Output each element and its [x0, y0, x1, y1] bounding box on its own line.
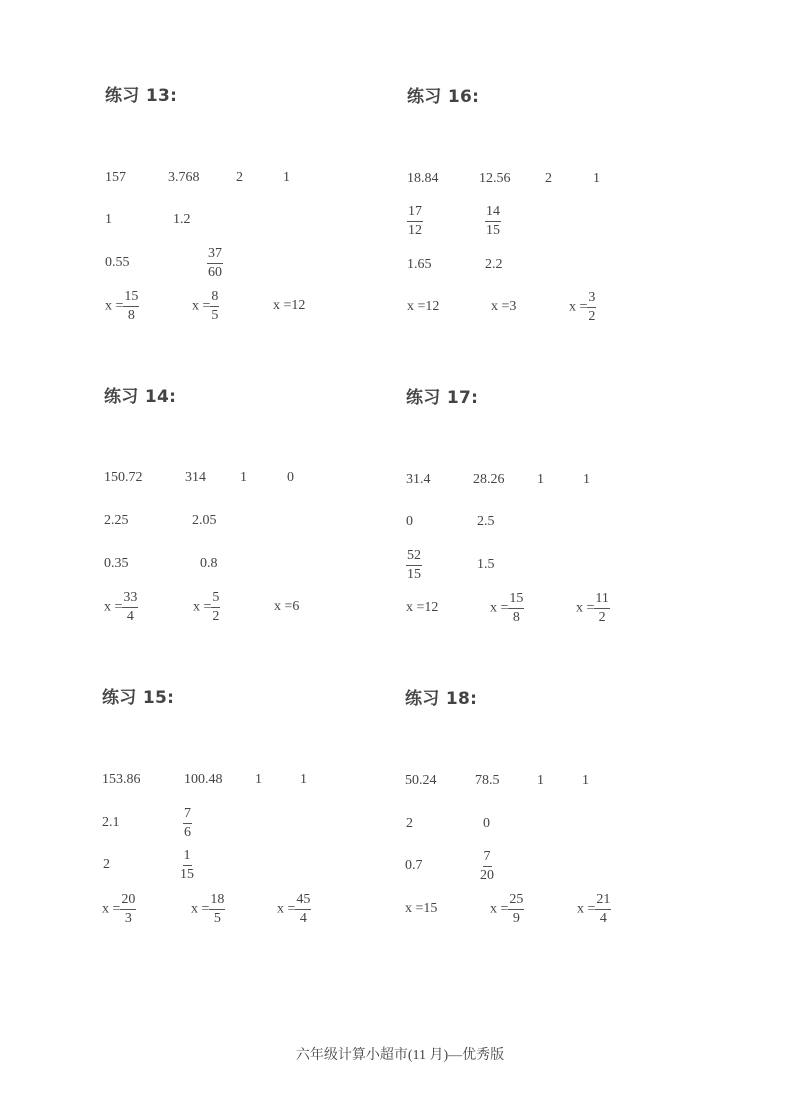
answer: 1 — [582, 773, 589, 788]
answer: 0.8 — [200, 556, 218, 571]
answer: 1.65 — [407, 257, 432, 272]
answer-fraction: $\frac{1}{15}$ — [180, 848, 194, 882]
answer: 100.48 — [184, 772, 223, 787]
answer: 1 — [593, 171, 600, 186]
answer: 0 — [287, 470, 294, 485]
answer: 1 — [240, 470, 247, 485]
answer-equation: x = $\frac{45}{4}$ — [277, 892, 311, 926]
answer-equation: x =12 — [406, 600, 439, 615]
answer-fraction: $\frac{14}{15}$ — [486, 204, 500, 238]
page-footer: 六年级计算小超市(11 月)—优秀版 — [295, 1048, 505, 1063]
answer-fraction: $\frac{17}{12}$ — [408, 204, 422, 238]
answer-equation: x = $\frac{18}{5}$ — [191, 892, 225, 926]
answer: 31.4 — [406, 472, 431, 487]
answer: 314 — [185, 470, 206, 485]
answer-fraction: $\frac{7}{6}$ — [184, 806, 191, 840]
exercise-13-title: 练习 13: — [105, 86, 178, 106]
answer: 78.5 — [475, 773, 500, 788]
answer-equation: x =6 — [274, 599, 300, 614]
exercise-17-title: 练习 17: — [406, 388, 479, 408]
answer: 3.768 — [168, 170, 200, 185]
answer-equation: x =12 — [273, 298, 306, 313]
answer: 1 — [537, 472, 544, 487]
answer-equation: x =3 — [491, 299, 517, 314]
answer: 1.5 — [477, 557, 495, 572]
answer: 0 — [483, 816, 490, 831]
answer: 2.2 — [485, 257, 503, 272]
answer-equation: x = $\frac{33}{4}$ — [104, 590, 138, 624]
answer: 2.1 — [102, 815, 120, 830]
answer-equation: x = $\frac{8}{5}$ — [192, 289, 219, 323]
answer: 28.26 — [473, 472, 505, 487]
answer-fraction: $\frac{52}{15}$ — [407, 548, 421, 582]
answer: 2.25 — [104, 513, 129, 528]
answer-equation: x = $\frac{3}{2}$ — [569, 290, 596, 324]
answer: 2 — [103, 857, 110, 872]
answer: 2 — [236, 170, 243, 185]
answer: 50.24 — [405, 773, 437, 788]
answer: 0.35 — [104, 556, 129, 571]
answer-fraction: $\frac{37}{60}$ — [208, 246, 222, 280]
answer-equation: x = $\frac{25}{9}$ — [490, 892, 524, 926]
answer: 2.5 — [477, 514, 495, 529]
answer: 153.86 — [102, 772, 141, 787]
exercise-16-title: 练习 16: — [407, 87, 480, 107]
answer-equation: x = $\frac{21}{4}$ — [577, 892, 611, 926]
answer-equation: x =12 — [407, 299, 440, 314]
answer: 18.84 — [407, 171, 439, 186]
answer-equation: x = $\frac{20}{3}$ — [102, 892, 136, 926]
exercise-14-title: 练习 14: — [104, 387, 177, 407]
answer: 0.7 — [405, 858, 423, 873]
answer: 1 — [583, 472, 590, 487]
answer: 0 — [406, 514, 413, 529]
answer: 1 — [283, 170, 290, 185]
answer: 1 — [537, 773, 544, 788]
answer: 2.05 — [192, 513, 217, 528]
answer: 1 — [300, 772, 307, 787]
answer: 12.56 — [479, 171, 511, 186]
answer-equation: x = $\frac{11}{2}$ — [576, 591, 609, 625]
answer-equation: x =15 — [405, 901, 438, 916]
exercise-18-title: 练习 18: — [405, 689, 478, 709]
answer-fraction: $\frac{7}{20}$ — [480, 849, 494, 883]
answer: 1.2 — [173, 212, 191, 227]
answer-equation: x = $\frac{15}{8}$ — [490, 591, 524, 625]
exercise-15-title: 练习 15: — [102, 688, 175, 708]
answer-equation: x = $\frac{15}{8}$ — [105, 289, 139, 323]
answer: 150.72 — [104, 470, 143, 485]
answer-equation: x = $\frac{5}{2}$ — [193, 590, 220, 624]
answer: 2 — [406, 816, 413, 831]
answer: 1 — [255, 772, 262, 787]
answer: 157 — [105, 170, 126, 185]
answer: 1 — [105, 212, 112, 227]
answer: 2 — [545, 171, 552, 186]
answer: 0.55 — [105, 255, 130, 270]
